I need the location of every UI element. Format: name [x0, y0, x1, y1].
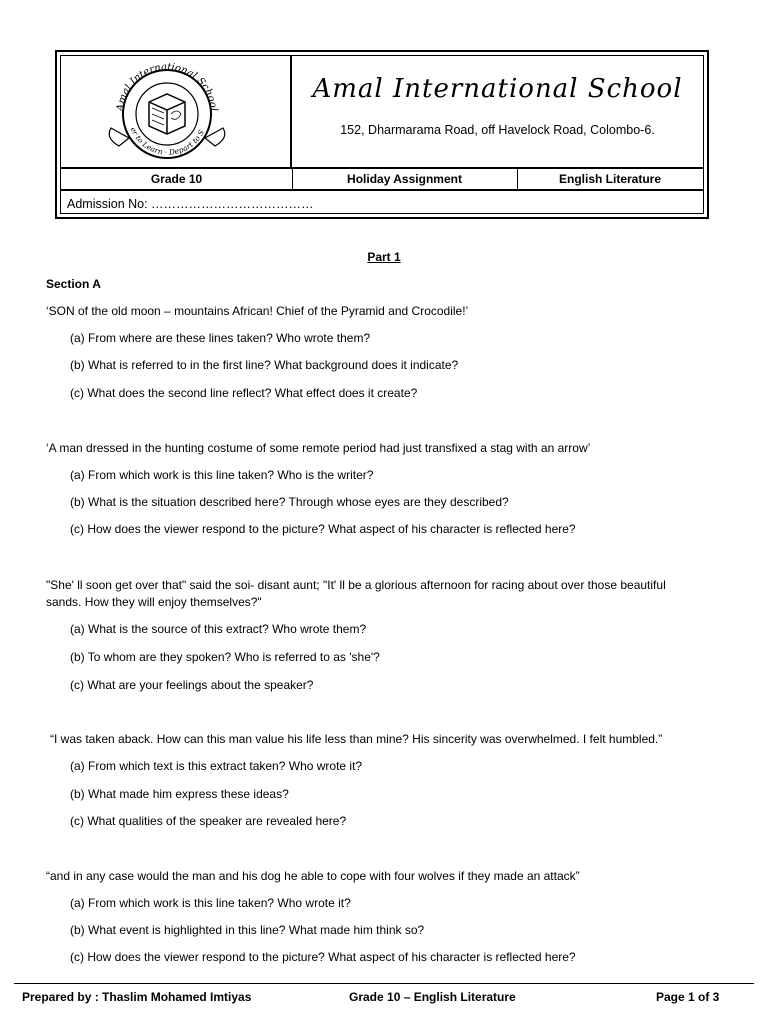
footer-prepared-by: Prepared by : Thaslim Mohamed Imtiyas [22, 990, 252, 1004]
logo-motto-text: er to Learn · Depart to S [128, 125, 207, 157]
sub-question: (c) How does the viewer respond to the picture? What aspect of his character is reflected here? [70, 950, 576, 964]
sub-question: (a) From where are these lines taken? Who wrote them? [70, 331, 371, 345]
subject-cell: English Literature [558, 172, 662, 186]
question-quote: ‘A man dressed in the hunting costume of some remote period had just transfixed a stag with an arrow’ [46, 441, 591, 455]
footer-course: Grade 10 – English Literature [349, 990, 516, 1004]
sub-question: (b) What made him express these ideas? [70, 787, 289, 801]
sub-question: (b) To whom are they spoken? Who is referred to as 'she'? [70, 650, 380, 664]
school-logo [61, 56, 292, 167]
sub-question: (c) How does the viewer respond to the picture? What aspect of his character is reflected here? [70, 522, 576, 536]
school-header [55, 50, 709, 219]
assignment-cell: Holiday Assignment [292, 169, 518, 189]
question-quote: “and in any case would the man and his dog he able to cope with four wolves if they made an attack” [46, 869, 580, 883]
sub-question: (b) What event is highlighted in this line? What made him think so? [70, 923, 425, 937]
question-quote: ‘SON of the old moon – mountains African! Chief of the Pyramid and Crocodile!’ [46, 304, 469, 318]
sub-question: (a) From which work is this line taken? Who is the writer? [70, 468, 374, 482]
footer-divider [14, 983, 754, 984]
book-icon [149, 94, 185, 134]
school-address: 152, Dharmarama Road, off Havelock Road, Colombo-6. [340, 123, 655, 137]
sub-question: (b) What is the situation described here? Through whose eyes are they described? [70, 495, 509, 509]
school-name: Amal International School [312, 74, 683, 104]
sub-question: (c) What qualities of the speaker are revealed here? [70, 814, 347, 828]
grade-cell: Grade 10 [61, 169, 293, 189]
logo-cell [61, 56, 292, 167]
sub-question: (c) What are your feelings about the speaker? [70, 678, 314, 692]
section-title: Section A [46, 277, 101, 291]
sub-question: (c) What does the second line reflect? What effect does it create? [70, 386, 418, 400]
sub-question: (a) From which work is this line taken? Who wrote it? [70, 896, 351, 910]
logo-top-text: Amal International School [115, 61, 219, 112]
question-quote: “I was taken aback. How can this man value his life less than mine? His sincerity was overwhelmed. I felt humbled.” [50, 732, 663, 746]
school-header-inner [60, 55, 704, 214]
admission-number-field: Admission No: ………………………………… [67, 197, 314, 211]
footer-page-number: Page 1 of 3 [656, 990, 720, 1004]
part-title: Part 1 [367, 250, 401, 264]
sub-question: (b) What is referred to in the first line? What background does it indicate? [70, 358, 459, 372]
title-cell [292, 56, 703, 167]
sub-question: (a) From which text is this extract taken? Who wrote it? [70, 759, 363, 773]
question-quote: "She' ll soon get over that" said the soi- disant aunt; "It' ll be a glorious afternoon for racing about over those beautiful sands. How they will enjoy themselves?" [46, 578, 666, 609]
sub-question: (a) What is the source of this extract? Who wrote them? [70, 622, 367, 636]
info-row [61, 167, 703, 191]
